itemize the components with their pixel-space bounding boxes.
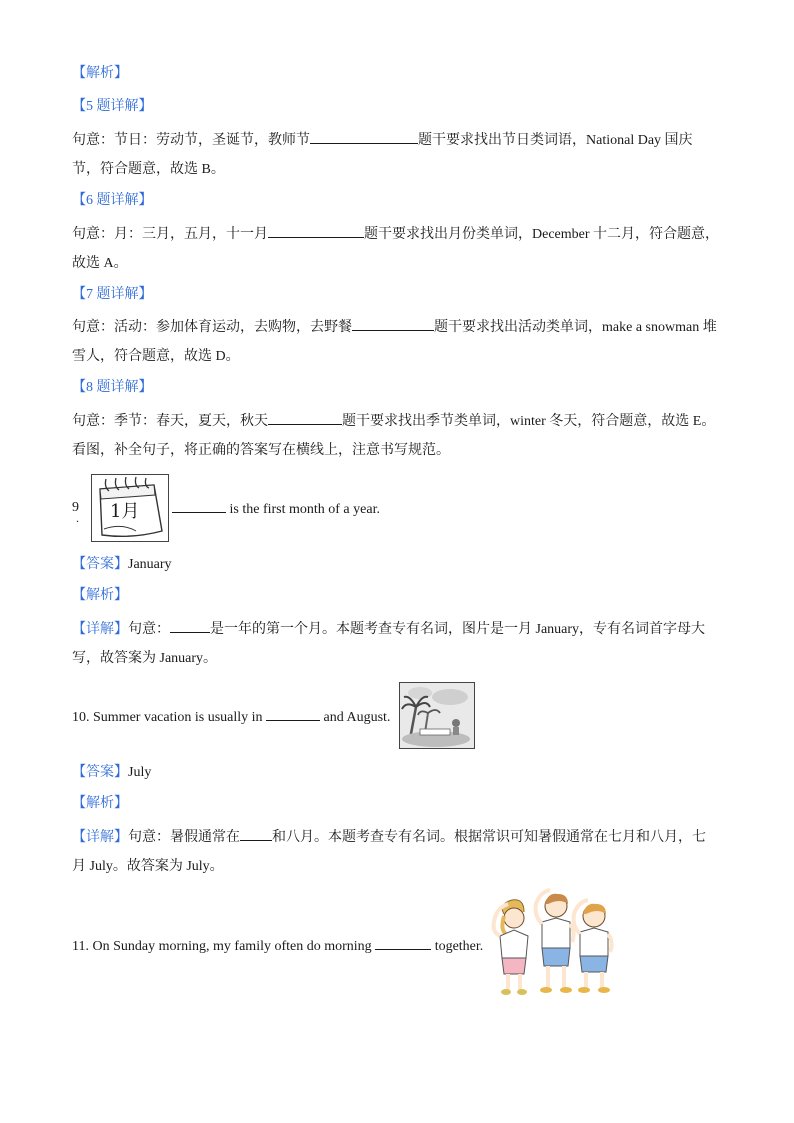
answer-tag: 【答案】 xyxy=(72,557,128,572)
q6-detail-tag: 【6 题详解】 xyxy=(72,193,153,208)
q7-detail-tag: 【7 题详解】 xyxy=(72,287,153,302)
q11-text-a: 11. On Sunday morning, my family often do morning xyxy=(72,939,372,954)
q10-detail-line-2: 月 July。故答案为 July。 xyxy=(72,859,224,874)
q8-line-1 xyxy=(72,410,715,432)
blank xyxy=(268,410,342,425)
q6-line-1 xyxy=(72,223,719,245)
q10-answer xyxy=(72,763,151,783)
q9-detail-b: 是一年的第一个月。本题考查专有名词，图片是一月 January，专有名词首字母大 xyxy=(210,622,706,637)
blank xyxy=(266,706,320,721)
detail-tag: 【详解】 xyxy=(72,830,128,845)
q7-line-2: 雪人，符合题意，故选 D。 xyxy=(72,349,240,364)
q8-text-b: 题干要求找出季节类单词，winter 冬天，符合题意，故选 E。 xyxy=(342,414,716,429)
blank xyxy=(170,618,210,633)
q8-text-a: 句意：季节：春天，夏天，秋天 xyxy=(72,414,268,429)
morning-exercise-picture xyxy=(490,886,620,1000)
blank xyxy=(310,129,418,144)
answer-value: July xyxy=(128,765,152,780)
q6-text-b: 题干要求找出月份类单词，December 十二月，符合题意， xyxy=(364,227,720,242)
beach-icon xyxy=(400,683,474,748)
q5-text-a: 句意：节日：劳动节，圣诞节，教师节 xyxy=(72,133,310,148)
blank xyxy=(172,498,226,513)
blank xyxy=(268,223,364,238)
q6-text-a: 句意：月：三月，五月，十一月 xyxy=(72,227,268,242)
q11-sentence xyxy=(72,935,483,957)
blank xyxy=(375,935,431,950)
children-exercising-icon xyxy=(490,886,620,1000)
q10-detail-b: 和八月。本题考查专有名词。根据常识可知暑假通常在七月和八月，七 xyxy=(272,830,706,845)
q9-analysis-tag: 【解析】 xyxy=(72,588,128,603)
q5-line-2: 节，符合题意，故选 B。 xyxy=(72,162,225,177)
q11-text-b: together. xyxy=(434,939,484,954)
q10-text-b: and August. xyxy=(323,710,391,725)
q9-sentence xyxy=(172,498,380,520)
summer-beach-picture xyxy=(399,682,475,749)
blank xyxy=(352,316,434,331)
answer-tag: 【答案】 xyxy=(72,765,128,780)
q10-sentence xyxy=(72,706,390,728)
analysis-tag: 【解析】 xyxy=(72,66,128,81)
q10-analysis-tag: 【解析】 xyxy=(72,796,128,811)
detail-tag: 【详解】 xyxy=(72,622,128,637)
q5-detail-tag: 【5 题详解】 xyxy=(72,99,153,114)
q8-detail-tag: 【8 题详解】 xyxy=(72,380,153,395)
q7-line-1 xyxy=(72,316,717,338)
q10-detail-line-1 xyxy=(72,826,706,848)
blank xyxy=(240,826,272,841)
q7-text-a: 句意：活动：参加体育运动，去购物，去野餐 xyxy=(72,320,352,335)
q9-dot: . xyxy=(76,511,79,525)
q9-text: is the first month of a year. xyxy=(229,502,380,517)
calendar-label: 1月 xyxy=(110,501,140,522)
q9-answer xyxy=(72,555,172,575)
q5-text-b: 题干要求找出节日类词语，National Day 国庆 xyxy=(418,133,693,148)
q6-line-2: 故选 A。 xyxy=(72,256,128,271)
q9-detail-line-1 xyxy=(72,618,705,640)
q9-number: 9 xyxy=(72,500,79,515)
calendar-picture xyxy=(91,474,169,542)
q9-detail-a: 句意： xyxy=(128,622,170,637)
answer-value: January xyxy=(128,557,172,572)
instruction-line: 看图，补全句子，将正确的答案写在横线上，注意书写规范。 xyxy=(72,443,450,458)
q10-detail-a: 句意：暑假通常在 xyxy=(128,830,240,845)
q10-text-a: 10. Summer vacation is usually in xyxy=(72,710,263,725)
q9-detail-line-2: 写，故答案为 January。 xyxy=(72,651,218,666)
q5-line-1 xyxy=(72,129,693,151)
q7-text-b: 题干要求找出活动类单词，make a snowman 堆 xyxy=(434,320,717,335)
